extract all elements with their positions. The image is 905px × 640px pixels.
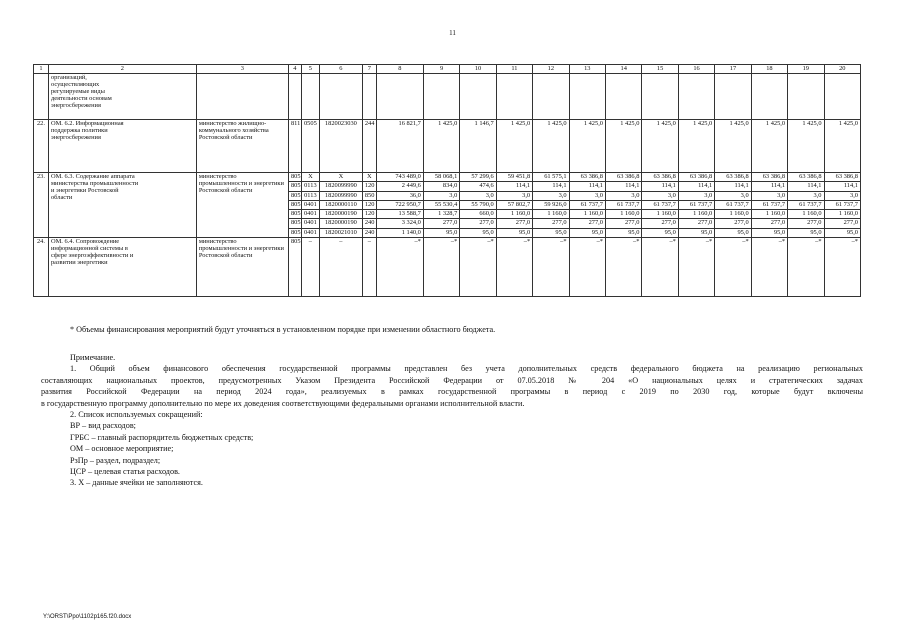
column-header: 13: [569, 65, 605, 74]
total-value: 3 324,0: [376, 219, 423, 228]
csr-code: 1820099990: [319, 182, 362, 191]
column-header: 11: [496, 65, 532, 74]
year-value: 1 160,0: [715, 210, 751, 219]
column-header: 17: [715, 65, 751, 74]
year-value: 3,0: [751, 191, 787, 200]
year-value: 95,0: [788, 228, 824, 237]
year-value: 1 425,0: [496, 120, 532, 173]
grbs-code: 805: [288, 200, 301, 209]
year-value: 277,0: [496, 219, 532, 228]
total-value: 13 588,7: [376, 210, 423, 219]
column-header: 3: [196, 65, 288, 74]
column-header: 7: [362, 65, 376, 74]
year-value: 1 160,0: [824, 210, 860, 219]
header-row: [34, 65, 861, 74]
year-value: 660,0: [460, 210, 496, 219]
vr-code: 850: [362, 191, 376, 200]
grbs-code: 805: [288, 173, 301, 182]
year-value: 3,0: [569, 191, 605, 200]
year-value: –*: [460, 238, 496, 297]
abbr-item: ОМ – основное мероприятие;: [70, 444, 174, 454]
year-value: 59 926,0: [533, 200, 569, 209]
abbr-item: РзПр – раздел, подраздел;: [70, 455, 161, 465]
year-value: –*: [569, 238, 605, 297]
year-value: 55 790,0: [460, 200, 496, 209]
csr-code: 1820023030: [319, 120, 362, 173]
year-value: 1 425,0: [533, 120, 569, 173]
activity-name: ОМ. 6.4. Сопровождение информационной системы в сфере энергоэффективности и развитии энергетики: [48, 238, 196, 297]
total-value: 722 950,7: [376, 200, 423, 209]
year-value: 1 160,0: [496, 210, 532, 219]
note-2: 2. Список используемых сокращений:: [70, 410, 203, 420]
year-value: 114,1: [605, 182, 641, 191]
csr-code: 1820000190: [319, 219, 362, 228]
total-value: 2 449,6: [376, 182, 423, 191]
year-value: 3,0: [605, 191, 641, 200]
vr-code: 240: [362, 219, 376, 228]
budget-table: [33, 64, 861, 297]
grbs-code: 805: [288, 238, 301, 297]
year-value: 95,0: [715, 228, 751, 237]
year-value: 1 160,0: [605, 210, 641, 219]
note-1-line-2: составляющих национальных проектов, предусмотренных Указом Президента Российской Федерации от 07.05.2018 № 204 «О национальных целях и стратегических задачах: [41, 375, 863, 385]
year-value: 63 386,8: [605, 173, 641, 182]
year-value: –*: [678, 238, 714, 297]
year-value: 61 737,7: [788, 200, 824, 209]
year-value: 63 386,8: [824, 173, 860, 182]
csr-code: 1820000190: [319, 210, 362, 219]
grbs-code: 805: [288, 182, 301, 191]
year-value: –*: [824, 238, 860, 297]
rzpr-code: X: [301, 173, 319, 182]
year-value: 834,0: [423, 182, 459, 191]
note-3: 3. X – данные ячейки не заполняются.: [70, 478, 203, 488]
year-value: 3,0: [824, 191, 860, 200]
csr-code: 1820000110: [319, 200, 362, 209]
column-header: 19: [788, 65, 824, 74]
year-value: 474,6: [460, 182, 496, 191]
year-value: 114,1: [533, 182, 569, 191]
year-value: 63 386,8: [569, 173, 605, 182]
abbr-item: ВР – вид расходов;: [70, 421, 136, 431]
column-header: 16: [678, 65, 714, 74]
rzpr-code: 0401: [301, 228, 319, 237]
continuation-text: организаций, осуществляющих регулируемые виды деятельности основам энергосбережения: [48, 74, 196, 120]
year-value: 95,0: [460, 228, 496, 237]
vr-code: 240: [362, 228, 376, 237]
vr-code: –: [362, 238, 376, 297]
year-value: 1 425,0: [824, 120, 860, 173]
year-value: 95,0: [824, 228, 860, 237]
grbs-code: 805: [288, 219, 301, 228]
year-value: 95,0: [678, 228, 714, 237]
year-value: 1 146,7: [460, 120, 496, 173]
row-number: 23.: [34, 173, 49, 238]
column-header: 15: [642, 65, 678, 74]
year-value: –*: [788, 238, 824, 297]
year-value: 63 386,8: [678, 173, 714, 182]
year-value: 1 160,0: [642, 210, 678, 219]
column-header: 4: [288, 65, 301, 74]
year-value: 63 386,8: [751, 173, 787, 182]
year-value: 277,0: [751, 219, 787, 228]
year-value: 1 160,0: [751, 210, 787, 219]
year-value: 277,0: [788, 219, 824, 228]
year-value: 95,0: [569, 228, 605, 237]
notes-section: [41, 352, 863, 489]
year-value: 58 068,1: [423, 173, 459, 182]
year-value: 61 737,7: [824, 200, 860, 209]
column-header: 6: [319, 65, 362, 74]
grbs-code: 805: [288, 210, 301, 219]
year-value: 95,0: [605, 228, 641, 237]
rzpr-code: 0113: [301, 182, 319, 191]
csr-code: 1820021010: [319, 228, 362, 237]
year-value: –*: [533, 238, 569, 297]
executor-name: министерство жилищно-коммунального хозяйства Ростовской области: [196, 120, 288, 173]
rzpr-code: 0401: [301, 200, 319, 209]
vr-code: 244: [362, 120, 376, 173]
year-value: 1 160,0: [533, 210, 569, 219]
year-value: 63 386,8: [642, 173, 678, 182]
activity-name: ОМ. 6.3. Содержание аппарата министерства промышленности и энергетики Ростовской области: [48, 173, 196, 238]
column-header: 14: [605, 65, 641, 74]
year-value: 95,0: [642, 228, 678, 237]
year-value: 95,0: [533, 228, 569, 237]
year-value: 1 425,0: [715, 120, 751, 173]
year-value: 3,0: [678, 191, 714, 200]
grbs-code: 805: [288, 228, 301, 237]
year-value: 277,0: [423, 219, 459, 228]
table-row: [34, 120, 861, 173]
year-value: 1 328,7: [423, 210, 459, 219]
year-value: 3,0: [423, 191, 459, 200]
year-value: 57 299,6: [460, 173, 496, 182]
year-value: 3,0: [642, 191, 678, 200]
column-header: 12: [533, 65, 569, 74]
page-number: 11: [449, 29, 456, 37]
vr-code: X: [362, 173, 376, 182]
executor-name: министерство промышленности и энергетики Ростовской области: [196, 238, 288, 297]
rzpr-code: 0113: [301, 191, 319, 200]
year-value: 114,1: [715, 182, 751, 191]
executor-name: министерство промышленности и энергетики Ростовской области: [196, 173, 288, 238]
year-value: 61 737,7: [605, 200, 641, 209]
year-value: 277,0: [533, 219, 569, 228]
total-value: 1 140,0: [376, 228, 423, 237]
rzpr-code: 0401: [301, 210, 319, 219]
year-value: 61 737,7: [642, 200, 678, 209]
note-1-line-3: развития Российской Федерации на период 2024 года», реализуемых в рамках государственной программы в период с 2019 по 2030 год, которые будут включены: [41, 387, 863, 397]
year-value: 114,1: [642, 182, 678, 191]
year-value: 61 575,1: [533, 173, 569, 182]
year-value: 59 451,8: [496, 173, 532, 182]
file-path: Y:\ORST\Ppo\1102p165.f20.docx: [43, 614, 132, 620]
year-value: 57 802,7: [496, 200, 532, 209]
notes-title: Примечание.: [70, 353, 116, 362]
year-value: 61 737,7: [678, 200, 714, 209]
year-value: 114,1: [569, 182, 605, 191]
year-value: –*: [642, 238, 678, 297]
column-header: 8: [376, 65, 423, 74]
year-value: 114,1: [496, 182, 532, 191]
column-header: 5: [301, 65, 319, 74]
column-header: 2: [48, 65, 196, 74]
year-value: 277,0: [824, 219, 860, 228]
year-value: 277,0: [569, 219, 605, 228]
year-value: 3,0: [460, 191, 496, 200]
vr-code: 120: [362, 210, 376, 219]
year-value: 1 425,0: [788, 120, 824, 173]
year-value: 277,0: [642, 219, 678, 228]
year-value: 61 737,7: [751, 200, 787, 209]
note-1-line-4: в государственную программу дополнительно по мере их доведения соответствующими федеральными органами исполнительной власти.: [41, 398, 525, 408]
column-header: 18: [751, 65, 787, 74]
year-value: 3,0: [788, 191, 824, 200]
year-value: 3,0: [715, 191, 751, 200]
footnote: * Объемы финансирования мероприятий будут уточняться в установленном порядке при изменении областного бюджета.: [70, 325, 496, 334]
column-header: 1: [34, 65, 49, 74]
year-value: –*: [751, 238, 787, 297]
column-header: 10: [460, 65, 496, 74]
year-value: 3,0: [496, 191, 532, 200]
year-value: 114,1: [678, 182, 714, 191]
year-value: 1 425,0: [569, 120, 605, 173]
year-value: 114,1: [751, 182, 787, 191]
year-value: 114,1: [824, 182, 860, 191]
year-value: 277,0: [460, 219, 496, 228]
year-value: 1 160,0: [569, 210, 605, 219]
year-value: 1 425,0: [423, 120, 459, 173]
year-value: 1 425,0: [605, 120, 641, 173]
column-header: 20: [824, 65, 860, 74]
year-value: 1 160,0: [678, 210, 714, 219]
rzpr-code: 0505: [301, 120, 319, 173]
year-value: 63 386,8: [715, 173, 751, 182]
year-value: 277,0: [678, 219, 714, 228]
continuation-row: [34, 74, 861, 120]
row-number: 22.: [34, 120, 49, 173]
grbs-code: 811: [288, 120, 301, 173]
year-value: –*: [496, 238, 532, 297]
year-value: 95,0: [423, 228, 459, 237]
note-1-line-1: 1. Общий объем финансового обеспечения государственной программы представлен без учета дополнительных средств федерального бюджета на реализацию региональных: [70, 364, 863, 374]
abbr-item: ГРБС – главный распорядитель бюджетных средств;: [70, 432, 254, 442]
year-value: 61 737,7: [715, 200, 751, 209]
year-value: 3,0: [533, 191, 569, 200]
year-value: 1 425,0: [678, 120, 714, 173]
total-value: 16 821,7: [376, 120, 423, 173]
activity-name: ОМ. 6.2. Информационная поддержка политики энергосбережения: [48, 120, 196, 173]
row-number: 24.: [34, 238, 49, 297]
total-value: 36,0: [376, 191, 423, 200]
year-value: 114,1: [788, 182, 824, 191]
vr-code: 120: [362, 182, 376, 191]
year-value: 95,0: [751, 228, 787, 237]
year-value: 1 425,0: [642, 120, 678, 173]
year-value: 1 425,0: [751, 120, 787, 173]
csr-code: X: [319, 173, 362, 182]
csr-code: –: [319, 238, 362, 297]
table-row: [34, 173, 861, 182]
year-value: 61 737,7: [569, 200, 605, 209]
grbs-code: 805: [288, 191, 301, 200]
year-value: 277,0: [715, 219, 751, 228]
rzpr-code: 0401: [301, 219, 319, 228]
year-value: 95,0: [496, 228, 532, 237]
year-value: 63 386,8: [788, 173, 824, 182]
csr-code: 1820099990: [319, 191, 362, 200]
year-value: –*: [423, 238, 459, 297]
year-value: 55 530,4: [423, 200, 459, 209]
year-value: 1 160,0: [788, 210, 824, 219]
table-row: [34, 238, 861, 297]
total-value: –*: [376, 238, 423, 297]
vr-code: 120: [362, 200, 376, 209]
column-header: 9: [423, 65, 459, 74]
year-value: –*: [715, 238, 751, 297]
total-value: 743 489,0: [376, 173, 423, 182]
rzpr-code: –: [301, 238, 319, 297]
abbr-item: ЦСР – целевая статья расходов.: [70, 467, 180, 477]
year-value: –*: [605, 238, 641, 297]
year-value: 277,0: [605, 219, 641, 228]
